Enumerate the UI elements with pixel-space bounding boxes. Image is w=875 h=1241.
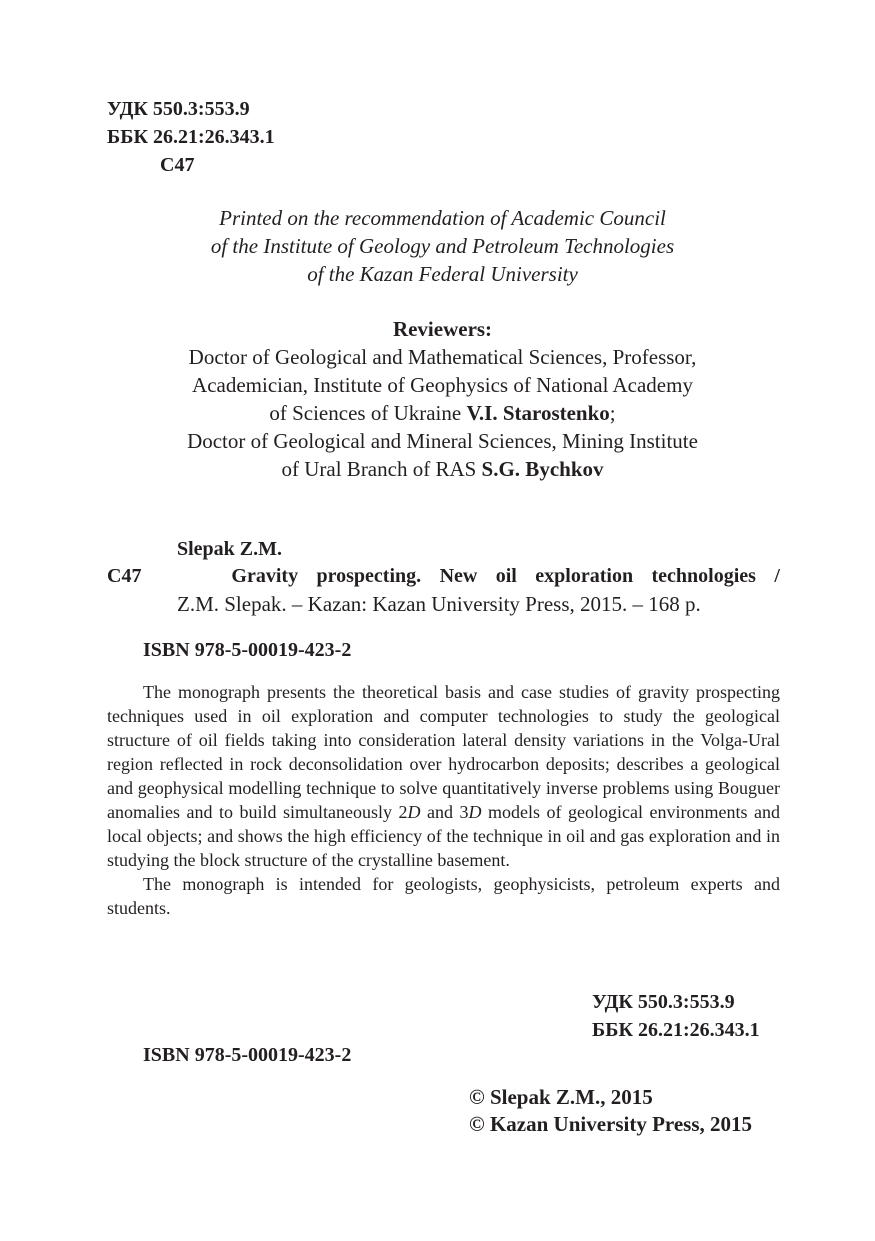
catalog-author-sign: С47	[107, 565, 142, 587]
title-word: Gravity	[231, 565, 299, 587]
title-word: /	[774, 565, 780, 587]
council-recommendation	[150, 204, 735, 288]
isbn-middle: ISBN 978-5-00019-423-2	[143, 639, 352, 661]
catalog-author-heading: Slepak Z.M.	[177, 538, 283, 560]
reviewer-line-5-prefix: of Ural Branch of RAS	[281, 457, 482, 481]
reviewer-line-3-suffix: ;	[609, 401, 616, 425]
reviewer-line-1: Doctor of Geological and Mathematical Sciences, Professor,	[188, 345, 697, 369]
title-word: prospecting.	[316, 565, 422, 587]
council-line-1: Printed on the recommendation of Academic Council	[219, 206, 666, 230]
reviewer-1-name: V.I. Starostenko	[466, 401, 610, 425]
title-word: technologies	[651, 565, 756, 587]
reviewer-line-2: Academician, Institute of Geophysics of National Academy	[192, 373, 693, 397]
udk-code-top: УДК 550.3:553.9	[107, 98, 250, 120]
title-indent	[177, 562, 213, 590]
bbk-code-top: ББК 26.21:26.343.1	[107, 126, 275, 148]
abstract-paragraph-1	[107, 680, 780, 872]
reviewer-line-5	[150, 455, 735, 483]
abstract-2d-letter: D	[407, 802, 421, 822]
abstract-paragraph-2: The monograph is intended for geologists, geophysicists, petroleum experts and students.	[107, 874, 780, 918]
copyright-author: © Slepak Z.M., 2015	[469, 1085, 653, 1109]
reviewer-line-3-prefix: of Sciences of Ukraine	[269, 401, 467, 425]
abstract-p1-part2: and 3	[420, 802, 469, 822]
catalog-imprint: Z.M. Slepak. – Kazan: Kazan University Press, 2015. – 168 p.	[177, 592, 701, 616]
catalog-book-title	[177, 562, 780, 590]
abstract-p1-part1: The monograph presents the theoretical basis and case studies of gravity prospecting techniques used in oil exploration and computer technologies to study the geological structure of oil fields taking into consideration lateral density variations in the Volga-Ural region reflected in rock deconsolidation over hydrocarbon deposits; describes a geological and geophysical modelling technique to solve quantitatively inverse problems using Bouguer anomalies and to build simultaneously 2	[107, 682, 780, 822]
abstract-p1-part3: models of geological environments and local objects; and shows the high efficiency of the technique in oil and gas exploration and in studying the block structure of the crystalline basement.	[107, 802, 780, 870]
isbn-bottom: ISBN 978-5-00019-423-2	[143, 1044, 352, 1066]
reviewer-line-4: Doctor of Geological and Mineral Sciences, Mining Institute	[187, 429, 698, 453]
title-word: New	[439, 565, 478, 587]
title-word: oil	[495, 565, 517, 587]
reviewer-2-name: S.G. Bychkov	[481, 457, 604, 481]
copyright-publisher: © Kazan University Press, 2015	[469, 1112, 753, 1136]
udk-code-bottom: УДК 550.3:553.9	[592, 991, 735, 1013]
reviewer-line-3	[150, 399, 735, 427]
abstract-3d-letter: D	[468, 802, 482, 822]
bbk-code-bottom: ББК 26.21:26.343.1	[592, 1019, 760, 1041]
reviewers-heading: Reviewers:	[392, 317, 493, 341]
council-line-3: of the Kazan Federal University	[307, 262, 578, 286]
council-line-2: of the Institute of Geology and Petroleum Technologies	[210, 234, 675, 258]
reviewers-section	[150, 315, 735, 483]
author-sign-top: С47	[160, 154, 195, 176]
title-word: exploration	[535, 565, 634, 587]
abstract	[107, 680, 780, 920]
